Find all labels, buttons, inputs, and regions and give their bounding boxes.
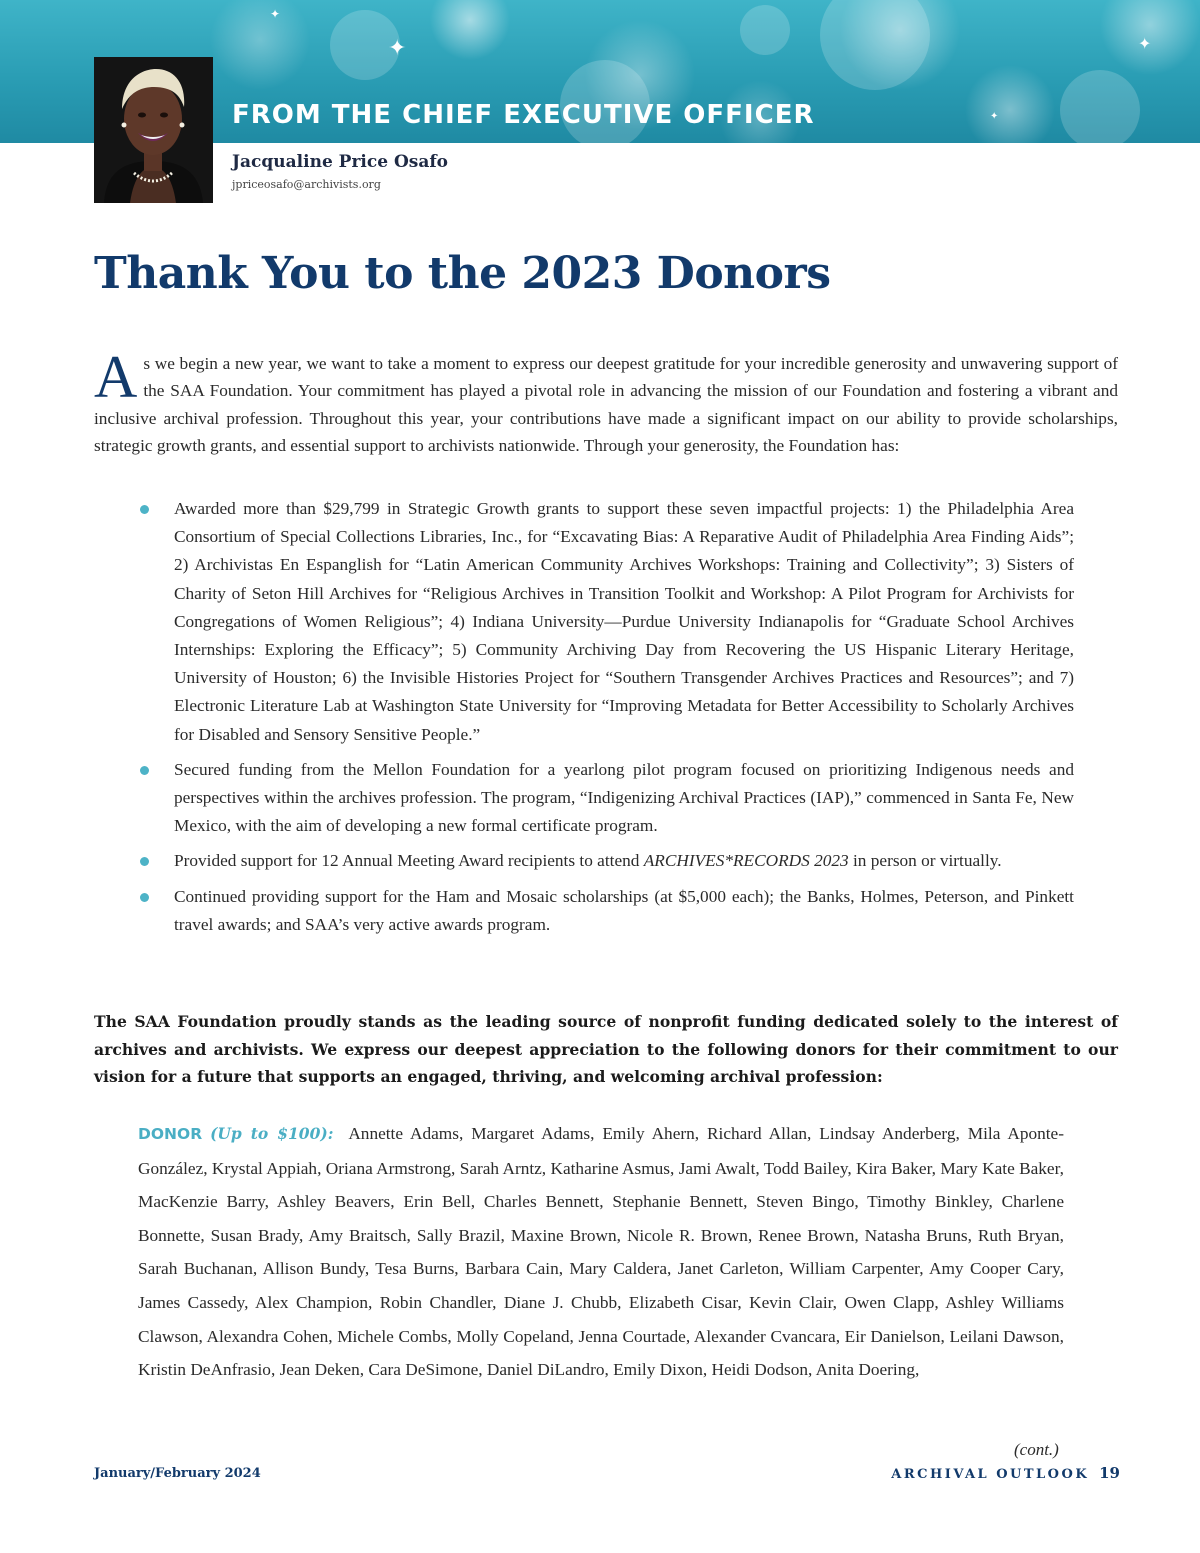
author-photo — [94, 57, 213, 203]
donor-level-range: (Up to $100): — [210, 1124, 334, 1143]
bokeh-light — [820, 0, 930, 90]
list-item — [140, 495, 1074, 749]
portrait-illustration — [94, 57, 213, 203]
list-item — [140, 847, 1074, 875]
event-name: ARCHIVES*RECORDS 2023 — [643, 851, 849, 871]
bullet-icon — [140, 766, 149, 775]
continued-text: (cont.) — [1014, 1440, 1059, 1459]
sparkle-icon: ✦ — [388, 36, 407, 61]
author-name: Jacqualine Price Osafo — [232, 152, 449, 172]
accomplishments-list — [140, 495, 1074, 946]
list-item-text: Provided support for 12 Annual Meeting Award recipients to attend — [174, 851, 644, 871]
intro-text: s we begin a new year, we want to take a moment to express our deepest gratitude for your incredible generosity and unwavering support of the SAA Foundation. Your commitment has played a pivotal role in advancing the mission of our Foundation and fostering a vibrant and inclusive archival profession. Throughout this year, your contributions have made a significant impact on our ability to provide scholarships, strategic growth grants, and essential support to archivists nationwide. Through your generosity, the Foundation has: — [94, 354, 1118, 456]
continued-note — [1014, 1440, 1059, 1460]
donor-list — [138, 1117, 1064, 1387]
bokeh-light — [740, 5, 790, 55]
list-item-text: Continued providing support for the Ham and Mosaic scholarships (at $5,000 each); the Banks, Holmes, Peterson, and Pinkett travel awards; and SAA’s very active awards program. — [174, 886, 1074, 934]
drop-cap: A — [94, 344, 138, 410]
list-item-text: Awarded more than $29,799 in Strategic Growth grants to support these seven impactful projects: 1) the Philadelphia Area Consortium of Special Collections Libraries, Inc., for “Excavating Bias: A Reparative Audit of Philadelphia Area Finding Aids”; 2) Archivistas En Espanglish for “Latin American Community Archives Workshops: Training and Collectivity”; 3) Sisters of Charity of Seton Hill Archives for “Religious Archives in Transition Toolkit and Workshop: A Pilot Program for Archivists for Congregations of Women Religious”; 4) Indiana University—Purdue University Indianapolis for “Graduate School Archives Internships: Exploring the Efficacy”; 5) Community Archiving Day from Recovering the US Hispanic Literary Heritage, University of Houston; 6) the Invisible Histories Project for “Southern Transgender Archives Practices and Resources”; and 7) Electronic Literature Lab at Washington State University for “Improving Metadata for Better Accessibility to Scholarly Archives for Disabled and Sensory Sensitive People.” — [174, 499, 1074, 744]
footer-publication — [891, 1464, 1120, 1482]
list-item-text: Secured funding from the Mellon Foundation for a yearlong pilot program focused on prioritizing Indigenous needs and perspectives within the archives profession. The program, “Indigenizing Archival Practices (IAP),” commenced in Santa Fe, New Mexico, with the aim of developing a new formal certificate program. — [174, 759, 1074, 836]
sparkle-icon: ✦ — [270, 7, 281, 21]
author-email[interactable]: jpriceosafo@archivists.org — [232, 178, 381, 191]
bullet-icon — [140, 857, 149, 866]
list-item-text: in person or virtually. — [848, 851, 1002, 871]
sparkle-icon: ✦ — [1138, 34, 1152, 53]
publication-name: ARCHIVAL OUTLOOK — [891, 1467, 1090, 1482]
donor-names: Annette Adams, Margaret Adams, Emily Ahern, Richard Allan, Lindsay Anderberg, Mila Aponte-González, Krystal Appiah, Oriana Armstrong, Sarah Arntz, Katharine Asmus, Jami Awalt, Todd Bailey, Kira Baker, Mary Kate Baker, MacKenzie Barry, Ashley Beavers, Erin Bell, Charles Bennett, Stephanie Bennett, Steven Bingo, Timothy Binkley, Charlene Bonnette, Susan Brady, Amy Braitsch, Sally Brazil, Maxine Brown, Nicole R. Brown, Renee Brown, Natasha Bruns, Ruth Bryan, Sarah Buchanan, Allison Bundy, Tesa Burns, Barbara Cain, Mary Caldera, Janet Carleton, William Carpenter, Amy Cooper Cary, James Cassedy, Alex Champion, Robin Chandler, Diane J. Chubb, Elizabeth Cisar, Kevin Clair, Owen Clapp, Ashley Williams Clawson, Alexandra Cohen, Michele Combs, Molly Copeland, Jenna Courtade, Alexander Cvancara, Eir Danielson, Leilani Dawson, Kristin DeAnfrasio, Jean Deken, Cara DeSimone, Daniel DiLandro, Emily Dixon, Heidi Dodson, Anita Doering, — [138, 1124, 1064, 1380]
page-number: 19 — [1099, 1464, 1120, 1482]
intro-paragraph — [94, 344, 1118, 460]
list-item — [140, 756, 1074, 841]
section-title: FROM THE CHIEF EXECUTIVE OFFICER — [232, 100, 815, 130]
page-title: Thank You to the 2023 Donors — [94, 248, 831, 299]
bullet-icon — [140, 893, 149, 902]
appreciation-paragraph: The SAA Foundation proudly stands as the leading source of nonprofit funding dedicated solely to the interest of archives and archivists. We express our deepest appreciation to the following donors for their commitment to our vision for a future that supports an engaged, thriving, and welcoming archival profession: — [94, 1012, 1118, 1087]
bullet-icon — [140, 505, 149, 514]
sparkle-icon: ✦ — [990, 111, 999, 122]
footer-issue: January/February 2024 — [94, 1466, 261, 1481]
list-item — [140, 883, 1074, 939]
bokeh-light — [1060, 70, 1140, 143]
donor-level-label: DONOR — [138, 1125, 203, 1143]
